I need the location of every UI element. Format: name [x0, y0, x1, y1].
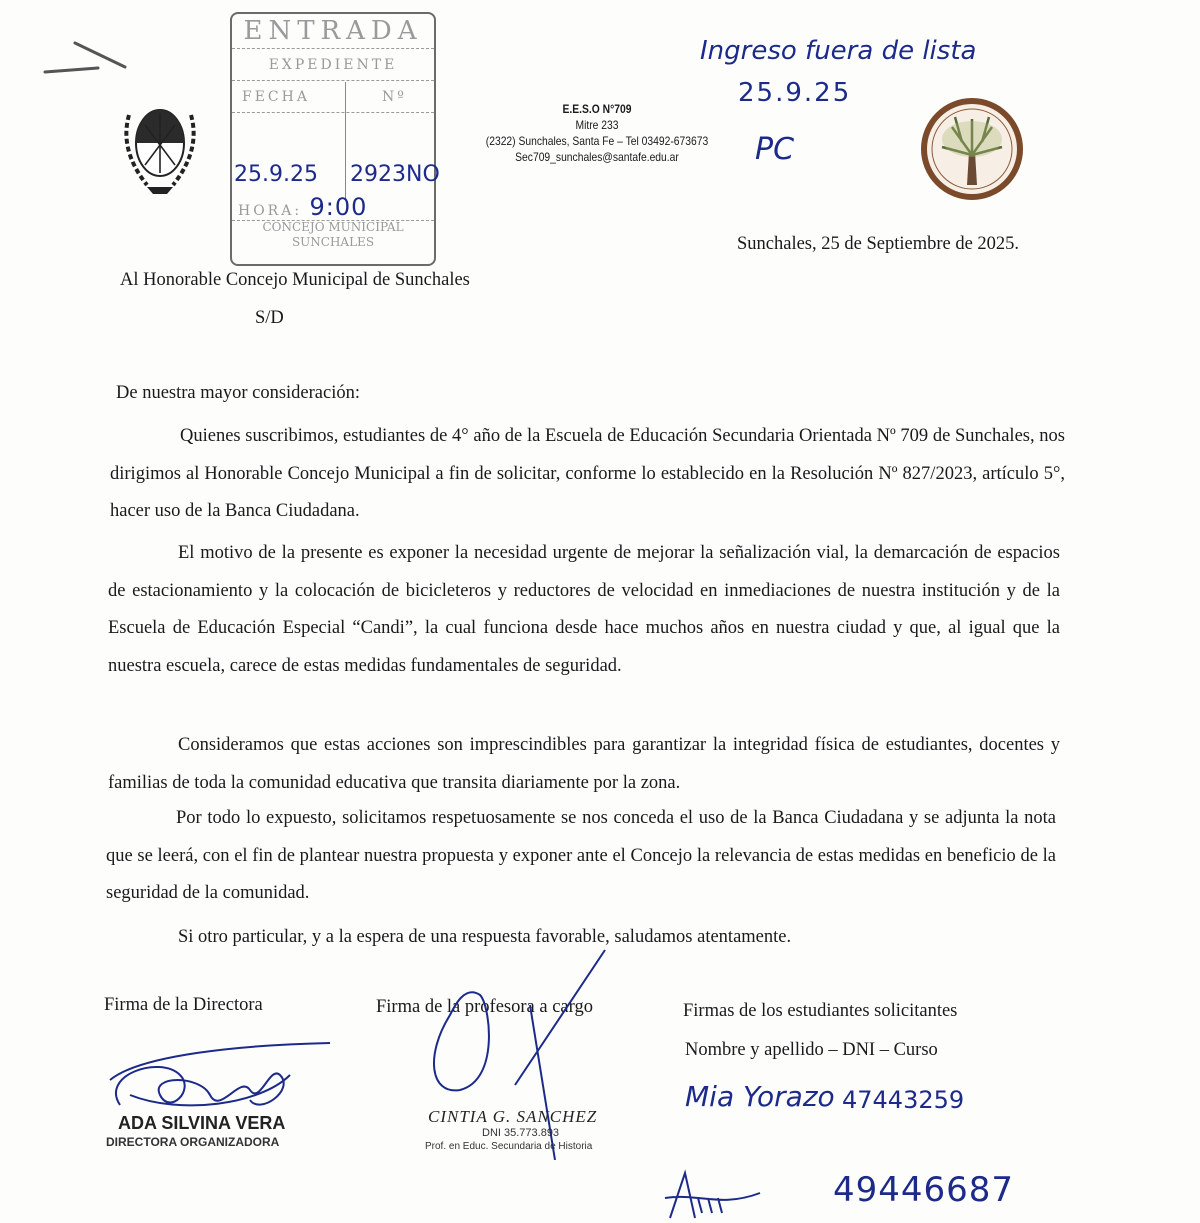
stamp-org-line1: CONCEJO MUNICIPAL: [262, 220, 404, 234]
students-signature-sublabel: Nombre y apellido – DNI – Curso: [685, 1040, 938, 1060]
entry-stamp: [230, 12, 440, 266]
stamp-organization: [232, 220, 434, 250]
coat-of-arms-logo: [117, 95, 203, 200]
stamp-title: ENTRADA: [232, 14, 434, 49]
annotation-date: 25.9.25: [738, 78, 852, 108]
stamp-hora-label: HORA:: [238, 203, 303, 219]
directora-title: DIRECTORA ORGANIZADORA: [106, 1135, 280, 1149]
letterhead-school: E.E.S.O N°709: [562, 102, 632, 116]
profesora-signature-label: Firma de la profesora a cargo: [376, 997, 593, 1017]
profesora-title: Prof. en Educ. Secundaria de Historia: [425, 1141, 593, 1152]
directora-name: ADA SILVINA VERA: [118, 1113, 286, 1133]
salutation: De nuestra mayor consideración:: [116, 383, 361, 403]
stray-pen-marks: [30, 35, 140, 80]
annotation-initials: PC: [755, 132, 795, 167]
body-paragraph-4: Por todo lo expuesto, solicitamos respetuosamente se nos conceda el uso de la Banca Ciudadana y se adjunta la nota que se leerá, con el fin de plantear nuestra propuesta y exponer ante el Concejo la relevancia de estas medidas en beneficio de la seguridad de la comunidad.: [106, 808, 1056, 903]
body-paragraph-3: Consideramos que estas acciones son imprescindibles para garantizar la integridad física de estudiantes, docentes y familias de toda la comunidad educativa que transita diariamente por la zona.: [108, 735, 1060, 793]
directora-signature: [100, 1035, 340, 1125]
body-paragraph-1: Quienes suscribimos, estudiantes de 4° año de la Escuela de Educación Secundaria Orientada Nº 709 de Sunchales, nos dirigimos al Honorable Concejo Municipal a fin de solicitar, conforme lo establecido en la Resolución Nº 827/2023, artículo 5°, hacer uso de la Banca Ciudadana.: [110, 426, 1065, 521]
stamp-org-line2: SUNCHALES: [291, 235, 375, 249]
letterhead-address: Mitre 233: [575, 118, 619, 132]
stamp-expediente-label: EXPEDIENTE: [232, 50, 434, 81]
stamp-divider: [345, 82, 346, 199]
stamp-fecha-row: [232, 82, 434, 113]
letterhead-city-phone: (2322) Sunchales, Santa Fe – Tel 03492-673673: [485, 134, 709, 148]
students-signature-label: Firmas de los estudiantes solicitantes: [683, 1001, 958, 1021]
profesora-dni: DNI 35.773.893: [482, 1127, 560, 1139]
directora-signature-label: Firma de la Directora: [104, 995, 263, 1015]
body-paragraph-2: El motivo de la presente es exponer la necesidad urgente de mejorar la señalización vial, la demarcación de espacios de estacionamiento y la colocación de bicicleteros y reductores de velocidad en inmediaciones de nuestra institución y de la Escuela de Educación Especial “Candi”, la cual funciona desde hace muchos años en nuestra ciudad y que, al igual que la nuestra escuela, carece de estas medidas fundamentales de seguridad.: [108, 543, 1060, 676]
profesora-name: CINTIA G. SANCHEZ: [428, 1107, 598, 1126]
student-2-dni: 49446687: [833, 1170, 1015, 1210]
stamp-numero-value: 2923NO: [350, 162, 440, 187]
student-1-signature: Mia Yorazo: [685, 1080, 835, 1113]
date-line: Sunchales, 25 de Septiembre de 2025.: [737, 234, 1020, 254]
student-1-dni: 47443259: [842, 1086, 965, 1114]
recipient-line2: S/D: [255, 308, 284, 328]
stamp-hora-row: [232, 194, 434, 221]
school-tree-logo: [917, 97, 1027, 202]
stamp-fecha-label: FECHA: [242, 89, 310, 105]
letterhead: [472, 101, 721, 165]
stamp-numero-label: Nº: [382, 89, 407, 105]
annotation-line1: Ingreso fuera de lista: [700, 36, 977, 66]
body-paragraph-5: Si otro particular, y a la espera de una respuesta favorable, saludamos atentamente.: [178, 927, 792, 947]
stamp-hora-value: 9:00: [309, 193, 368, 221]
student-2-signature: [660, 1168, 770, 1223]
recipient-line1: Al Honorable Concejo Municipal de Sunchales: [120, 270, 470, 290]
stamp-fecha-value: 25.9.25: [234, 162, 318, 187]
letterhead-email: Sec709_sunchales@santafe.edu.ar: [515, 150, 679, 164]
